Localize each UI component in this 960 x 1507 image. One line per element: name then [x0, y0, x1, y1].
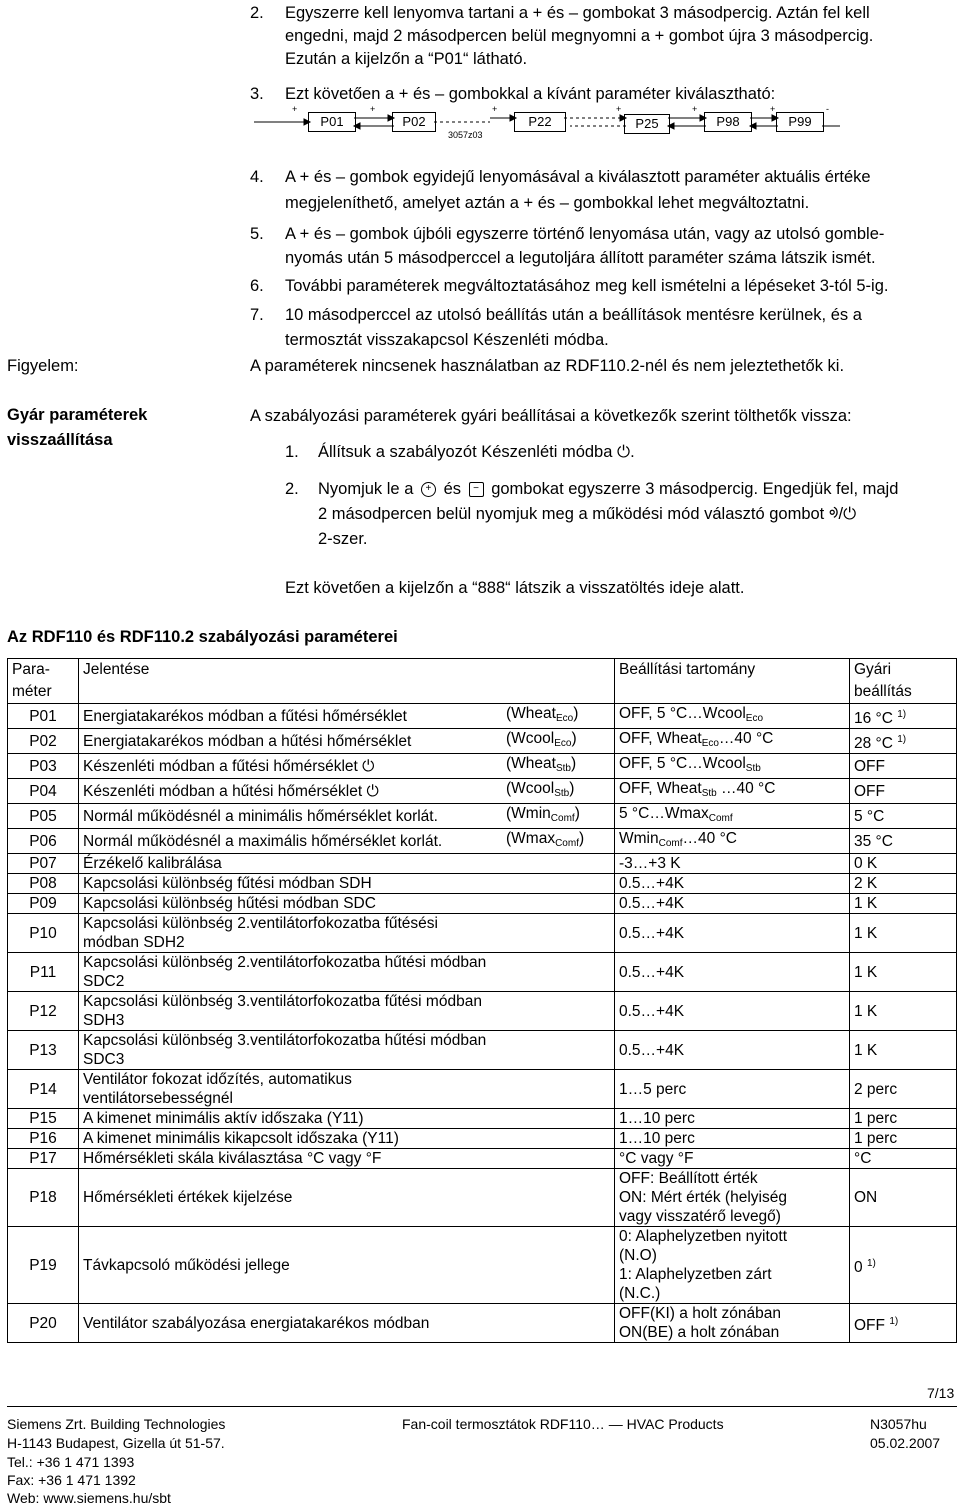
footer-company: Siemens Zrt. Building Technologies	[7, 1416, 226, 1432]
param-variable: (Wcool$_{Eco}$)	[502, 729, 615, 754]
header-param-l1: Para-	[12, 661, 50, 678]
param-meaning: Kapcsolási különbség fűtési módban SDH	[79, 874, 503, 894]
table-row	[8, 992, 957, 1031]
header-range: Beállítási tartomány	[615, 659, 850, 704]
step-text-part: Állítsuk a szabályozót Készenléti módba	[318, 443, 613, 461]
footer-tel: Tel.: +36 1 471 1393	[7, 1454, 135, 1470]
step-number: 1.	[285, 443, 299, 461]
factory-intro: A szabályozási paraméterek gyári beállításai a következők szerint tölthetők vissza:	[250, 407, 852, 425]
param-meaning: Energiatakarékos módban a fűtési hőmérséklet	[79, 704, 503, 729]
param-factory-value: 0 K	[850, 854, 957, 874]
param-range: Wmin$_{Comf}$…40 °C	[615, 829, 850, 854]
param-code: P04	[8, 779, 79, 804]
step-number: 7.	[250, 306, 264, 324]
param-variable	[502, 854, 615, 874]
table-row	[8, 1227, 957, 1304]
table-row	[8, 829, 957, 854]
table-row	[8, 729, 957, 754]
footer-product: Fan-coil termosztátok RDF110… — HVAC Products	[402, 1416, 724, 1432]
step-text-part: Nyomjuk le a	[318, 480, 414, 498]
step-number: 2.	[285, 480, 299, 498]
param-range: OFF: Beállított érték ON: Mért érték (helyiség vagy visszatérő levegő)	[615, 1169, 850, 1227]
param-factory-value: 2 K	[850, 874, 957, 894]
param-code: P08	[8, 874, 79, 894]
param-range: 5 °C…Wmax$_{Comf}$	[615, 804, 850, 829]
param-factory-value: ON	[850, 1169, 957, 1227]
param-factory-value: 2 perc	[850, 1070, 957, 1109]
param-box-p25: P25	[624, 114, 670, 134]
table-row	[8, 914, 957, 953]
param-meaning: Normál működésnél a maximális hőmérséklet korlát.	[79, 829, 503, 854]
param-code: P09	[8, 894, 79, 914]
param-variable	[502, 1070, 615, 1109]
param-range: OFF, 5 °C…Wcool$_{Stb}$	[615, 754, 850, 779]
param-factory-value: 1 K	[850, 992, 957, 1031]
param-range: OFF, Wheat$_{Stb}$ …40 °C	[615, 779, 850, 804]
param-meaning: Energiatakarékos módban a hűtési hőmérséklet	[79, 729, 503, 754]
plus-mark: +	[692, 104, 698, 114]
section-title: Az RDF110 és RDF110.2 szabályozási paraméterei	[7, 628, 398, 646]
step-text: engedni, majd 2 másodpercen belül megnyomni a + gombot újra 3 másodpercig.	[285, 27, 874, 45]
table-row	[8, 1304, 957, 1343]
param-factory-value: 5 °C	[850, 804, 957, 829]
param-code: P02	[8, 729, 79, 754]
plus-button-icon: +	[421, 482, 436, 497]
table-row	[8, 1109, 957, 1129]
param-meaning: Ventilátor szabályozása energiatakarékos módban	[79, 1304, 503, 1343]
param-variable	[502, 894, 615, 914]
param-variable: (Wmax$_{Comf}$)	[502, 829, 615, 854]
footer-divider	[7, 1406, 957, 1407]
param-meaning: Érzékelő kalibrálása	[79, 854, 503, 874]
step-text: megjeleníthető, amelyet aztán a + és – gombokkal lehet megváltoztatni.	[285, 194, 810, 212]
table-row	[8, 754, 957, 779]
footer-address: H-1143 Budapest, Gizella út 51-57.	[7, 1435, 225, 1451]
step-text: A + és – gombok újbóli egyszerre történő lenyomása után, vagy az utolsó gomble-	[285, 225, 885, 243]
factory-reset-heading: Gyár paraméterek	[7, 406, 148, 424]
param-variable	[502, 1227, 615, 1304]
param-variable	[502, 1169, 615, 1227]
param-variable	[502, 953, 615, 992]
step-number: 4.	[250, 168, 264, 186]
table-row	[8, 704, 957, 729]
mode-select-icon: ᢀ/⏻	[828, 505, 857, 523]
param-factory-value: 16 °C $^{1)}$	[850, 704, 957, 729]
param-code: P01	[8, 704, 79, 729]
param-variable	[502, 992, 615, 1031]
param-code: P03	[8, 754, 79, 779]
param-variable	[502, 1031, 615, 1070]
param-range: 1…10 perc	[615, 1109, 850, 1129]
table-row	[8, 953, 957, 992]
param-range: 0: Alaphelyzetben nyitott (N.O) 1: Alaphelyzetben zárt (N.C.)	[615, 1227, 850, 1304]
table-row	[8, 1149, 957, 1169]
step-text: A + és – gombok egyidejű lenyomásával a kiválasztott paraméter aktuális értéke	[285, 168, 871, 186]
param-factory-value: 35 °C	[850, 829, 957, 854]
param-variable: (Wheat$_{Stb}$)	[502, 754, 615, 779]
header-meaning: Jelentése	[79, 659, 615, 704]
step-text-end: .	[630, 443, 635, 461]
param-box-p01: P01	[308, 112, 356, 132]
param-factory-value: °C	[850, 1149, 957, 1169]
param-range: 0.5…+4K	[615, 914, 850, 953]
step-text-part: és	[443, 480, 461, 498]
plus-mark: +	[370, 104, 376, 114]
param-code: P16	[8, 1129, 79, 1149]
step-text: További paraméterek megváltoztatásához meg kell ismételni a lépéseket 3-tól 5-ig.	[285, 277, 889, 295]
plus-mark: +	[616, 104, 622, 114]
param-range: OFF, 5 °C…Wcool$_{Eco}$	[615, 704, 850, 729]
step-text: 2-szer.	[318, 530, 368, 548]
table-row	[8, 1070, 957, 1109]
table-row	[8, 854, 957, 874]
step-text: Egyszerre kell lenyomva tartani a + és – gombokat 3 másodpercig. Aztán fel kell	[285, 4, 870, 22]
header-param-l2: méter	[12, 683, 52, 700]
param-meaning: Készenléti módban a fűtési hőmérséklet ⏻	[79, 754, 503, 779]
table-row	[8, 1031, 957, 1070]
param-meaning: Kapcsolási különbség 2.ventilátorfokozatba hűtési módban SDC2	[79, 953, 503, 992]
param-range: 0.5…+4K	[615, 1031, 850, 1070]
param-range: °C vagy °F	[615, 1149, 850, 1169]
param-code: P05	[8, 804, 79, 829]
param-variable	[502, 1109, 615, 1129]
step-text: 10 másodperccel az utolsó beállítás után a beállítások mentésre kerülnek, és a	[285, 306, 862, 324]
step-number: 3.	[250, 85, 264, 103]
param-factory-value: OFF	[850, 754, 957, 779]
param-code: P18	[8, 1169, 79, 1227]
step-text	[318, 441, 635, 463]
param-factory-value: 1 perc	[850, 1109, 957, 1129]
param-factory-value: 1 K	[850, 953, 957, 992]
step-text-part: gombokat egyszerre 3 másodpercig. Engedjük fel, majd	[491, 480, 899, 498]
param-code: P14	[8, 1070, 79, 1109]
param-factory-value: 1 perc	[850, 1129, 957, 1149]
footer-fax: Fax: +36 1 471 1392	[7, 1472, 136, 1488]
table-header-row	[8, 659, 957, 704]
header-factory	[850, 659, 957, 704]
param-box-p99: P99	[776, 112, 824, 132]
footer-web: Web: www.siemens.hu/sbt	[7, 1490, 171, 1506]
param-box-p22: P22	[514, 112, 566, 132]
param-range: 1…10 perc	[615, 1129, 850, 1149]
param-variable	[502, 1304, 615, 1343]
step-number: 2.	[250, 4, 264, 22]
header-factory-l2: beállítás	[854, 683, 912, 700]
standby-power-icon: ⏻	[617, 443, 631, 461]
param-range: 1…5 perc	[615, 1070, 850, 1109]
param-meaning: Ventilátor fokozat időzítés, automatikus ventilátorsebességnél	[79, 1070, 503, 1109]
step-text: nyomás után 5 másodperccel a legutoljára állított paraméter száma látszik ismét.	[285, 249, 876, 267]
param-factory-value: 28 °C $^{1)}$	[850, 729, 957, 754]
header-factory-l1: Gyári	[854, 661, 892, 678]
param-meaning: Kapcsolási különbség 3.ventilátorfokozatba hűtési módban SDC3	[79, 1031, 503, 1070]
param-meaning: Hőmérsékleti értékek kijelzése	[79, 1169, 503, 1227]
minus-button-icon: −	[469, 482, 484, 497]
param-meaning: Készenléti módban a hűtési hőmérséklet ⏻	[79, 779, 503, 804]
step-text-part: 2 másodpercen belül nyomjuk meg a működési mód választó gombot	[318, 505, 825, 523]
page-number: 7/13	[927, 1385, 955, 1401]
param-meaning: Kapcsolási különbség 3.ventilátorfokozatba fűtési módban SDH3	[79, 992, 503, 1031]
param-box-p98: P98	[704, 112, 752, 132]
param-code: P06	[8, 829, 79, 854]
param-meaning: A kimenet minimális aktív időszaka (Y11)	[79, 1109, 503, 1129]
header-param	[8, 659, 79, 704]
table-row	[8, 804, 957, 829]
param-code: P19	[8, 1227, 79, 1304]
step-text: Ezután a kijelzőn a “P01“ látható.	[285, 50, 528, 68]
footer-doc-number: N3057hu	[870, 1416, 927, 1432]
param-range: -3…+3 K	[615, 854, 850, 874]
param-meaning: Hőmérsékleti skála kiválasztása °C vagy °F	[79, 1149, 503, 1169]
plus-mark: +	[770, 104, 776, 114]
param-factory-value: OFF	[850, 779, 957, 804]
attention-text: A paraméterek nincsenek használatban az RDF110.2-nél és nem jeleztethetők ki.	[250, 357, 845, 375]
table-row	[8, 1129, 957, 1149]
step-text	[318, 503, 856, 525]
param-meaning: A kimenet minimális kikapcsolt időszaka (Y11)	[79, 1129, 503, 1149]
param-variable: (Wcool$_{Stb}$)	[502, 779, 615, 804]
factory-reset-heading: visszaállítása	[7, 431, 113, 449]
param-code: P11	[8, 953, 79, 992]
step-text: termosztát visszakapcsol Készenléti módba.	[285, 331, 609, 349]
param-meaning: Távkapcsoló működési jellege	[79, 1227, 503, 1304]
param-code: P15	[8, 1109, 79, 1129]
param-factory-value: OFF $^{1)}$	[850, 1304, 957, 1343]
parameter-table	[7, 658, 957, 1343]
step-text	[318, 478, 898, 500]
step-text: Ezt követően a + és – gombokkal a kívánt paraméter kiválasztható:	[285, 85, 776, 103]
parameter-sequence-diagram	[252, 104, 842, 148]
plus-mark: +	[292, 104, 298, 114]
param-factory-value: 1 K	[850, 1031, 957, 1070]
table-row	[8, 1169, 957, 1227]
param-code: P12	[8, 992, 79, 1031]
step-number: 6.	[250, 277, 264, 295]
param-code: P17	[8, 1149, 79, 1169]
param-meaning: Kapcsolási különbség 2.ventilátorfokozatba fűtésési módban SDH2	[79, 914, 503, 953]
param-range: 0.5…+4K	[615, 953, 850, 992]
plus-mark: +	[492, 104, 498, 114]
table-row	[8, 894, 957, 914]
param-code: P07	[8, 854, 79, 874]
param-variable: (Wmin$_{Comf}$)	[502, 804, 615, 829]
param-variable: (Wheat$_{Eco}$)	[502, 704, 615, 729]
param-variable	[502, 1149, 615, 1169]
param-variable	[502, 1129, 615, 1149]
param-meaning: Normál működésnél a minimális hőmérséklet korlát.	[79, 804, 503, 829]
param-range: OFF(KI) a holt zónában ON(BE) a holt zónában	[615, 1304, 850, 1343]
param-code: P20	[8, 1304, 79, 1343]
param-range: OFF, Wheat$_{Eco}$…40 °C	[615, 729, 850, 754]
factory-after-text: Ezt követően a kijelzőn a “888“ látszik a visszatöltés ideje alatt.	[285, 579, 745, 597]
param-variable	[502, 874, 615, 894]
param-code: P10	[8, 914, 79, 953]
footer-date: 05.02.2007	[870, 1435, 941, 1451]
param-range: 0.5…+4K	[615, 894, 850, 914]
figure-code: 3057z03	[448, 130, 483, 140]
param-box-p02: P02	[392, 112, 436, 132]
table-row	[8, 874, 957, 894]
param-factory-value: 1 K	[850, 894, 957, 914]
param-factory-value: 1 K	[850, 914, 957, 953]
minus-mark: -	[826, 104, 829, 114]
param-variable	[502, 914, 615, 953]
param-code: P13	[8, 1031, 79, 1070]
param-meaning: Kapcsolási különbség hűtési módban SDC	[79, 894, 503, 914]
step-number: 5.	[250, 225, 264, 243]
table-row	[8, 779, 957, 804]
param-range: 0.5…+4K	[615, 992, 850, 1031]
attention-label: Figyelem:	[7, 357, 79, 375]
param-factory-value: 0 $^{1)}$	[850, 1227, 957, 1304]
param-range: 0.5…+4K	[615, 874, 850, 894]
